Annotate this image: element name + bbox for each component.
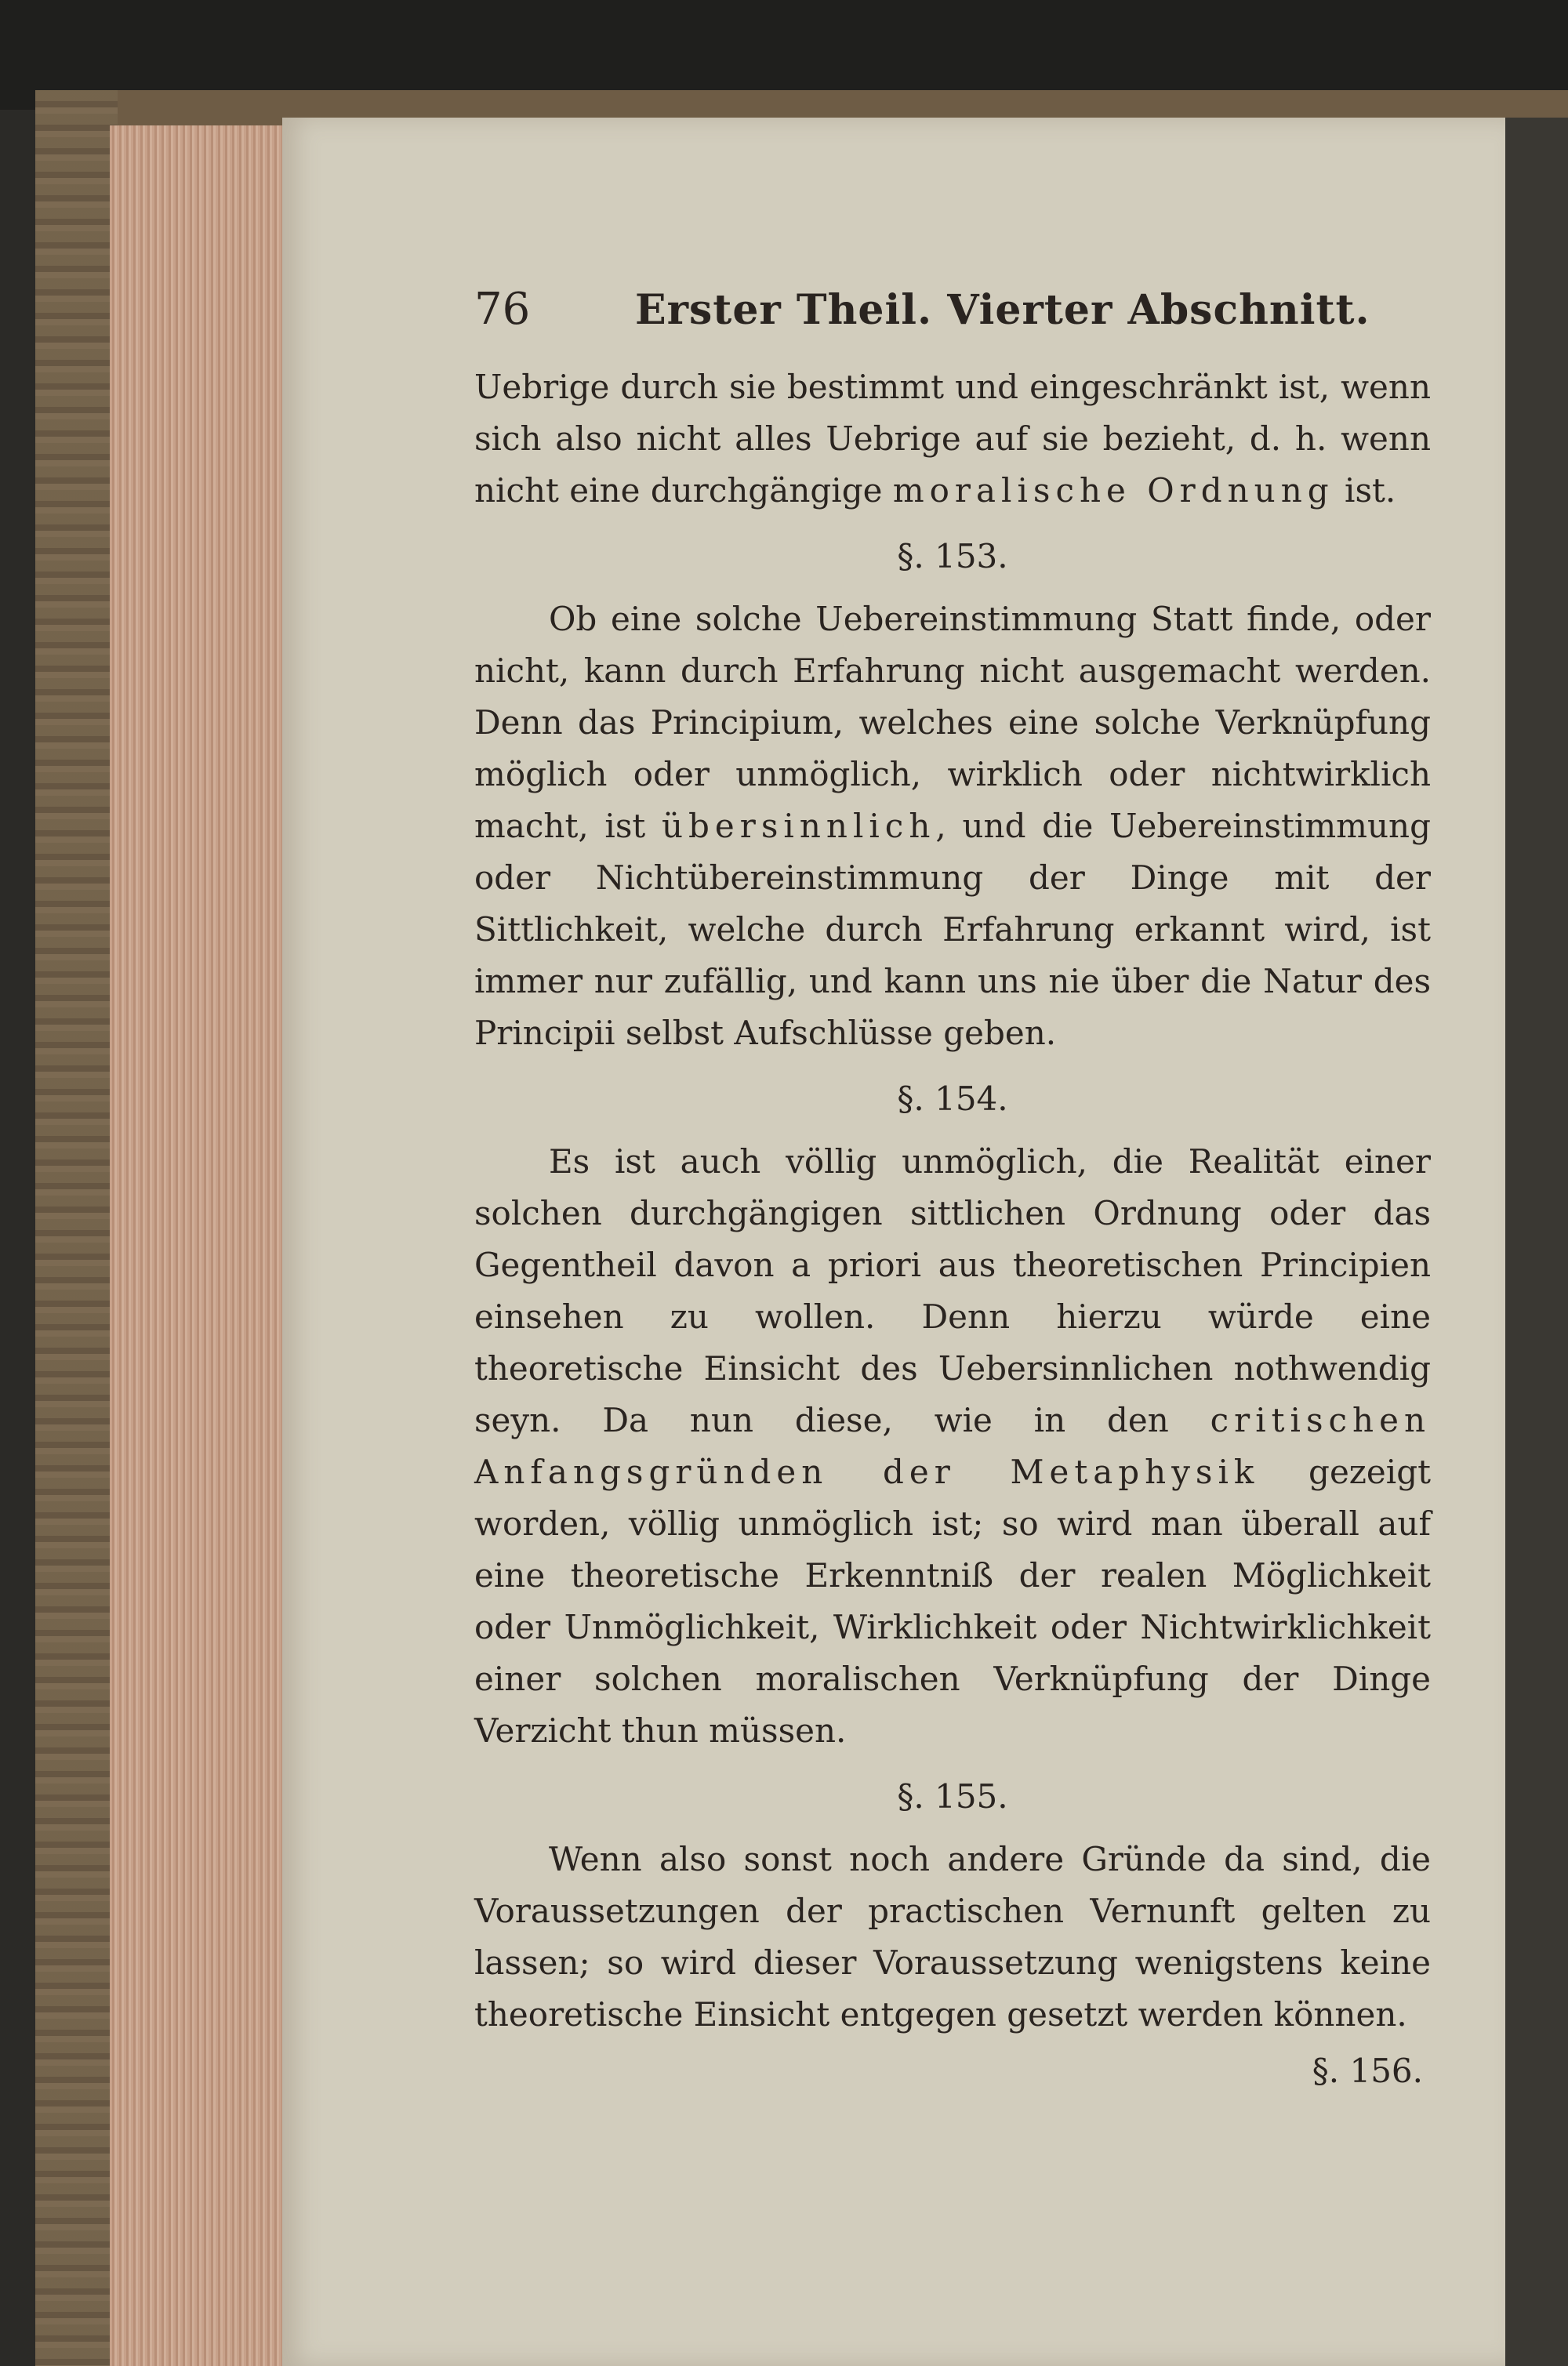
paragraph-text: Uebrige durch sie bestimmt und eingeschränkt ist, wenn sich also nicht alles Uebrige auf sie bezieht, d. h. wenn nicht eine durchgängige [474,368,1431,510]
running-title: Erster Theil. Vierter Abschnitt. [635,286,1370,334]
book-cover-texture [35,90,118,2366]
page-stack-edge [110,125,290,2366]
background-right [1505,118,1568,2366]
section-heading-155: §. 155. [897,1777,1008,1816]
emphasis-spaced: moralische Ordnung [892,471,1334,510]
running-header [474,282,1431,338]
paragraph-text: Ob eine solche Uebereinstimmung Statt finde, oder nicht, kann durch Erfahrung nicht ausgemacht werden. Denn das Principium, welches eine solche Verknüpfung möglich oder unmöglich, wirklich oder nichtwirklich macht, ist [474,600,1431,845]
paragraph-153 [474,593,1431,1059]
paragraph-text: gezeigt worden, völlig unmöglich ist; so wird man überall auf eine theoretische Erkenntniß der realen Möglichkeit oder Unmöglichkeit, Wirklichkeit oder Nichtwirklichkeit einer solchen moralischen Verknüpfung der Dinge Verzicht thun müssen. [474,1453,1431,1750]
paragraph-continued [474,361,1431,517]
catchword: §. 156. [1312,2052,1423,2090]
page-number: 76 [474,284,531,335]
paragraph-154 [474,1136,1431,1757]
paragraph-text: , und die Uebereinstimmung oder Nichtübereinstimmung der Dinge mit der Sittlichkeit, welche durch Erfahrung erkannt wird, ist immer nur zufällig, und kann uns nie über die Natur des Principii selbst Aufschlüsse geben. [474,807,1431,1052]
section-heading-153: §. 153. [897,537,1008,575]
paragraph-text: ist. [1334,471,1396,510]
emphasis-spaced: übersinnlich [661,807,936,845]
page-text-block [474,282,1431,2097]
paragraph-text: Es ist auch völlig unmöglich, die Realität einer solchen durchgängigen sittlichen Ordnung oder das Gegentheil davon a priori aus theoretischen Principien einsehen zu wollen. Denn hierzu würde eine theoretische Einsicht des Uebersinnlichen nothwendig seyn. Da nun diese, wie in den [474,1142,1431,1439]
emphasis-spaced: critischen Anfangsgründen der Metaphysik [474,1401,1431,1491]
section-heading-154: §. 154. [897,1080,1008,1118]
paragraph-155: Wenn also sonst noch andere Gründe da sind, die Voraussetzungen der practischen Vernunft gelten zu lassen; so wird dieser Voraussetzung wenigstens keine theoretische Einsicht entgegen gesetzt werden können. [474,1840,1431,2034]
